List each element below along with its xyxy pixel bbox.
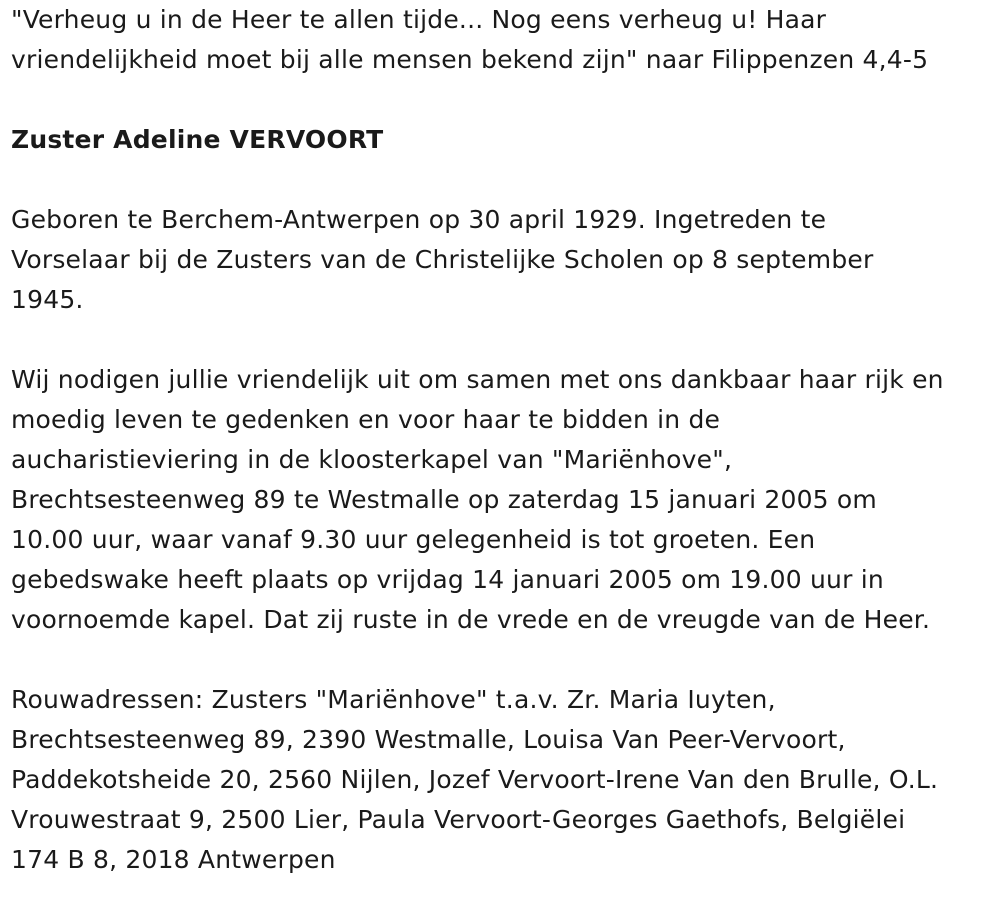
address-line: Rouwadressen: Zusters "Mariënhove" t.a.v. Zr. Maria Iuyten, [11,685,776,714]
invitation-line: Brechtsesteenweg 89 te Westmalle op zaterdag 15 januari 2005 om [11,485,877,514]
birth-paragraph [11,200,995,320]
invitation-line: moedig leven te gedenken en voor haar te bidden in de [11,405,721,434]
address-line: Brechtsesteenweg 89, 2390 Westmalle, Louisa Van Peer-Vervoort, [11,725,846,754]
invitation-line: 10.00 uur, waar vanaf 9.30 uur gelegenheid is tot groeten. Een [11,525,816,554]
invitation-line: aucharistieviering in de kloosterkapel van "Mariënhove", [11,445,733,474]
address-line: Vrouwestraat 9, 2500 Lier, Paula Vervoort-Georges Gaethofs, Belgiëlei [11,805,906,834]
invitation-line: gebedswake heeft plaats op vrijdag 14 januari 2005 om 19.00 uur in [11,565,884,594]
invitation-line: Wij nodigen jullie vriendelijk uit om samen met ons dankbaar haar rijk en [11,365,944,394]
bible-quote [11,0,995,80]
paragraph-spacer [11,160,995,200]
deceased-name-heading: Zuster Adeline VERVOORT [11,125,384,154]
paragraph-spacer [11,320,995,360]
birth-line: Vorselaar bij de Zusters van de Christelijke Scholen op 8 september [11,245,874,274]
address-line: 174 B 8, 2018 Antwerpen [11,845,336,874]
quote-line: "Verheug u in de Heer te allen tijde... Nog eens verheug u! Haar [11,5,827,34]
mourning-addresses-paragraph [11,680,995,880]
invitation-paragraph [11,360,995,640]
obituary-document [11,0,995,880]
quote-line: vriendelijkheid moet bij alle mensen bekend zijn" naar Filippenzen 4,4-5 [11,45,929,74]
invitation-line: voornoemde kapel. Dat zij ruste in de vrede en de vreugde van de Heer. [11,605,931,634]
birth-line: 1945. [11,285,84,314]
birth-line: Geboren te Berchem-Antwerpen op 30 april 1929. Ingetreden te [11,205,827,234]
paragraph-spacer [11,640,995,680]
address-line: Paddekotsheide 20, 2560 Nijlen, Jozef Vervoort-Irene Van den Brulle, O.L. [11,765,939,794]
paragraph-spacer [11,80,995,120]
